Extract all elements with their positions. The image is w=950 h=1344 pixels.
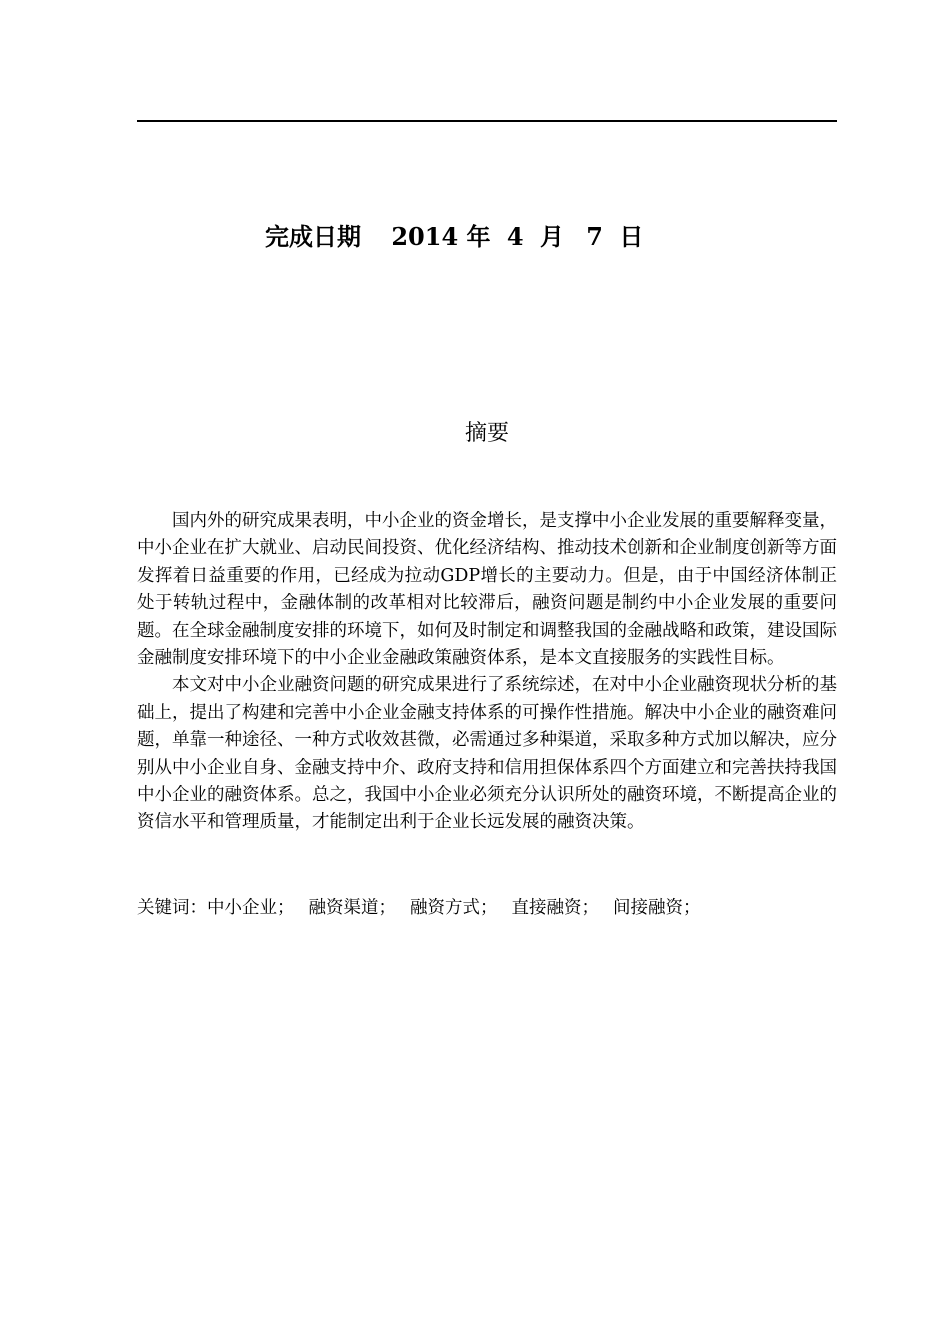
date-label: 完成日期 xyxy=(265,222,361,251)
abstract-paragraph: 国内外的研究成果表明，中小企业的资金增长，是支撑中小企业发展的重要解释变量，中小企业在扩大就业、启动民间投资、优化经济结构、推动技术创新和企业制度创新等方面发挥着日益重要的作用，已经成为拉动GDP增长的主要动力。但是，由于中国经济体制正处于转轨过程中，金融体制的改革相对比较滞后，融资问题是制约中小企业发展的重要问题。在全球金融制度安排的环境下，如何及时制定和调整我国的金融战略和政策，建设国际金融制度安排环境下的中小企业金融政策融资体系，是本文直接服务的实践性目标。 xyxy=(137,511,837,669)
keyword-item: 间接融资； xyxy=(613,898,701,918)
keywords-line xyxy=(137,895,837,921)
keywords-label: 关键词： xyxy=(137,898,207,918)
date-year-unit: 年 xyxy=(466,222,491,251)
keyword-item: 融资方式； xyxy=(410,898,498,918)
keyword-item: 融资渠道； xyxy=(308,898,396,918)
date-year: 2014 xyxy=(391,222,459,251)
date-month-unit: 月 xyxy=(539,222,564,251)
keyword-item: 直接融资； xyxy=(511,898,599,918)
keyword-item: 中小企业； xyxy=(207,898,295,918)
abstract-body xyxy=(137,508,837,837)
date-day-unit: 日 xyxy=(619,222,644,251)
abstract-paragraph: 本文对中小企业融资问题的研究成果进行了系统综述，在对中小企业融资现状分析的基础上，提出了构建和完善中小企业金融支持体系的可操作性措施。解决中小企业的融资难问题，单靠一种途径、一种方式收效甚微，必需通过多种渠道，采取多种方式加以解决，应分别从中小企业自身、金融支持中介、政府支持和信用担保体系四个方面建立和完善扶持我国中小企业的融资体系。总之，我国中小企业必须充分认识所处的融资环境，不断提高企业的资信水平和管理质量，才能制定出利于企业长远发展的融资决策。 xyxy=(137,675,837,833)
date-day: 7 xyxy=(586,222,603,251)
date-month: 4 xyxy=(506,222,524,251)
top-horizontal-rule xyxy=(137,120,837,122)
completion-date xyxy=(265,222,643,252)
abstract-title: 摘要 xyxy=(464,421,509,446)
